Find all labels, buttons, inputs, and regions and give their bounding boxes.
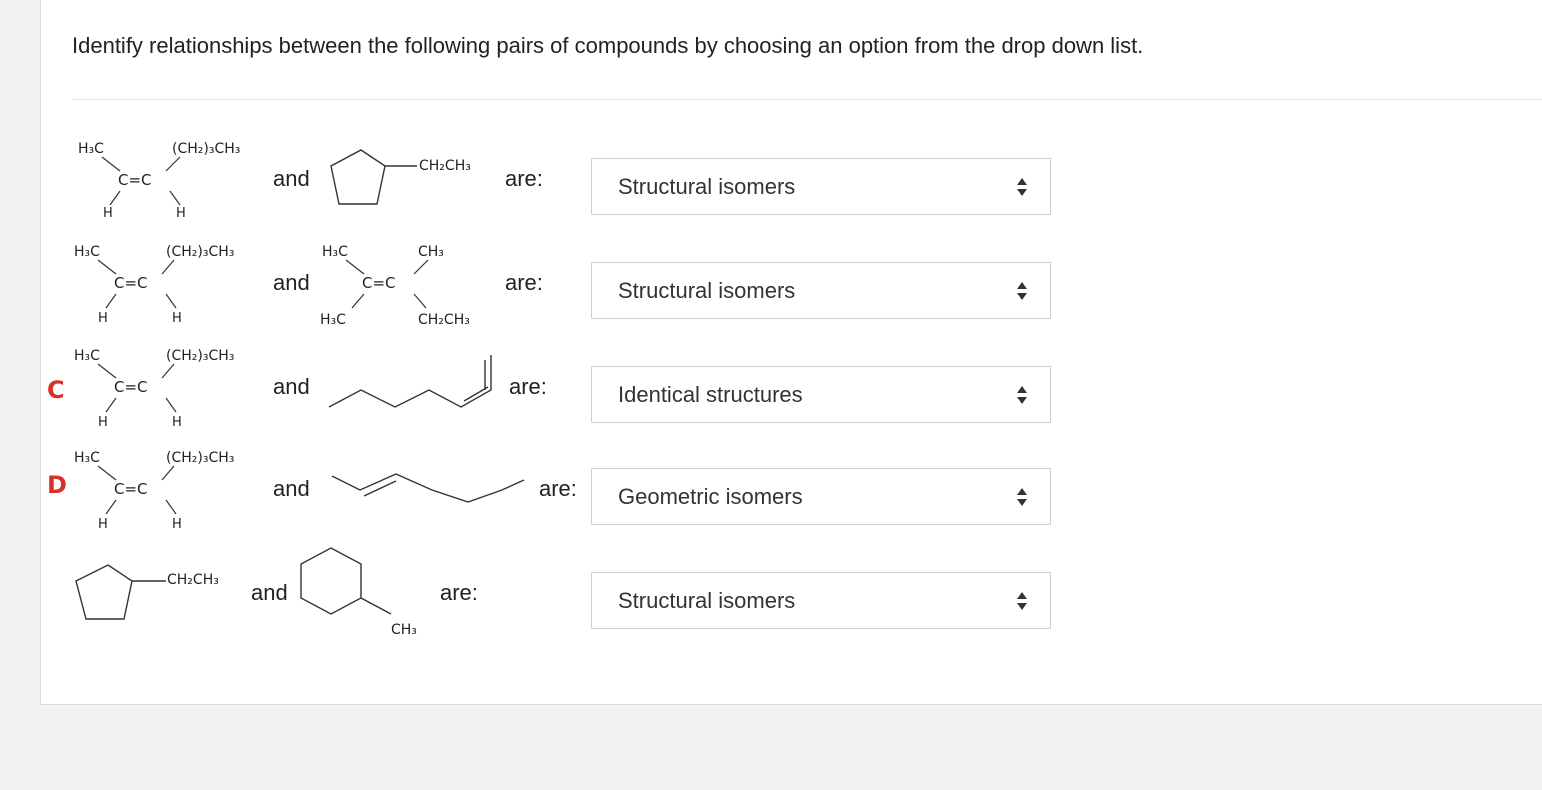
relationship-select-row4[interactable] [591,468,1051,525]
svg-text:H₃C: H₃C [78,141,104,157]
svg-text:H: H [103,206,113,221]
select-value: Geometric isomers [618,484,803,509]
svg-text:C=C: C=C [118,171,152,189]
updown-arrows-icon [1016,590,1028,612]
svg-text:C=C: C=C [362,274,396,292]
svg-text:(CH₂)₃CH₃: (CH₂)₃CH₃ [166,348,235,364]
and-label: and [251,580,288,605]
svg-text:H: H [172,517,182,532]
molecule-cis-hept-2-ene-row3 [70,342,280,432]
molecule-skeletal-hept-2-ene-cis [325,350,500,415]
svg-text:C=C: C=C [114,480,148,498]
are-label: are: [539,476,577,501]
select-value: Identical structures [618,382,803,407]
molecule-cis-hept-2-ene-row4 [70,444,280,534]
svg-text:H: H [98,517,108,532]
molecule-methylcyclohexane [295,542,435,642]
svg-text:H: H [172,311,182,326]
svg-text:(CH₂)₃CH₃: (CH₂)₃CH₃ [172,141,241,157]
svg-text:H₃C: H₃C [74,244,100,260]
svg-text:C=C: C=C [114,378,148,396]
and-label: and [273,374,310,399]
updown-arrows-icon [1016,384,1028,406]
svg-text:H₃C: H₃C [320,312,346,328]
grade-mark-d: D [47,471,67,499]
molecule-skeletal-hept-2-ene-trans [328,468,528,508]
and-label: and [273,476,310,501]
svg-text:H₃C: H₃C [74,450,100,466]
updown-arrows-icon [1016,280,1028,302]
select-value: Structural isomers [618,588,796,613]
svg-text:H₃C: H₃C [322,244,348,260]
molecule-cis-hept-2-ene-row1 [70,135,280,225]
select-value: Structural isomers [618,174,796,199]
relationship-select-row2[interactable] [591,262,1051,319]
svg-text:CH₂CH₃: CH₂CH₃ [418,312,470,328]
molecule-3-methylpent-2-ene-isomer [318,238,508,330]
svg-text:H: H [172,415,182,430]
are-label: are: [509,374,547,399]
svg-text:(CH₂)₃CH₃: (CH₂)₃CH₃ [166,450,235,466]
svg-text:H₃C: H₃C [74,348,100,364]
are-label: are: [505,270,543,295]
select-value: Structural isomers [618,278,796,303]
relationship-select-row5[interactable] [591,572,1051,629]
svg-text:CH₃: CH₃ [418,244,444,260]
molecule-ethylcyclopentane [325,140,505,220]
svg-text:CH₂CH₃: CH₂CH₃ [167,572,219,588]
molecule-ethylcyclopentane-row5 [70,555,250,635]
are-label: are: [440,580,478,605]
and-label: and [273,166,310,191]
molecule-cis-hept-2-ene-row2 [70,238,280,328]
svg-text:C=C: C=C [114,274,148,292]
svg-text:CH₂CH₃: CH₂CH₃ [419,158,471,174]
divider [72,99,1542,100]
svg-text:(CH₂)₃CH₃: (CH₂)₃CH₃ [166,244,235,260]
svg-text:H: H [176,206,186,221]
updown-arrows-icon [1016,486,1028,508]
grade-mark-c: C [47,376,65,404]
updown-arrows-icon [1016,176,1028,198]
svg-text:H: H [98,415,108,430]
svg-text:H: H [98,311,108,326]
and-label: and [273,270,310,295]
relationship-select-row1[interactable] [591,158,1051,215]
are-label: are: [505,166,543,191]
question-text: Identify relationships between the following pairs of compounds by choosing an option from the drop down list. [72,33,1144,58]
relationship-select-row3[interactable] [591,366,1051,423]
svg-text:CH₃: CH₃ [391,622,417,638]
